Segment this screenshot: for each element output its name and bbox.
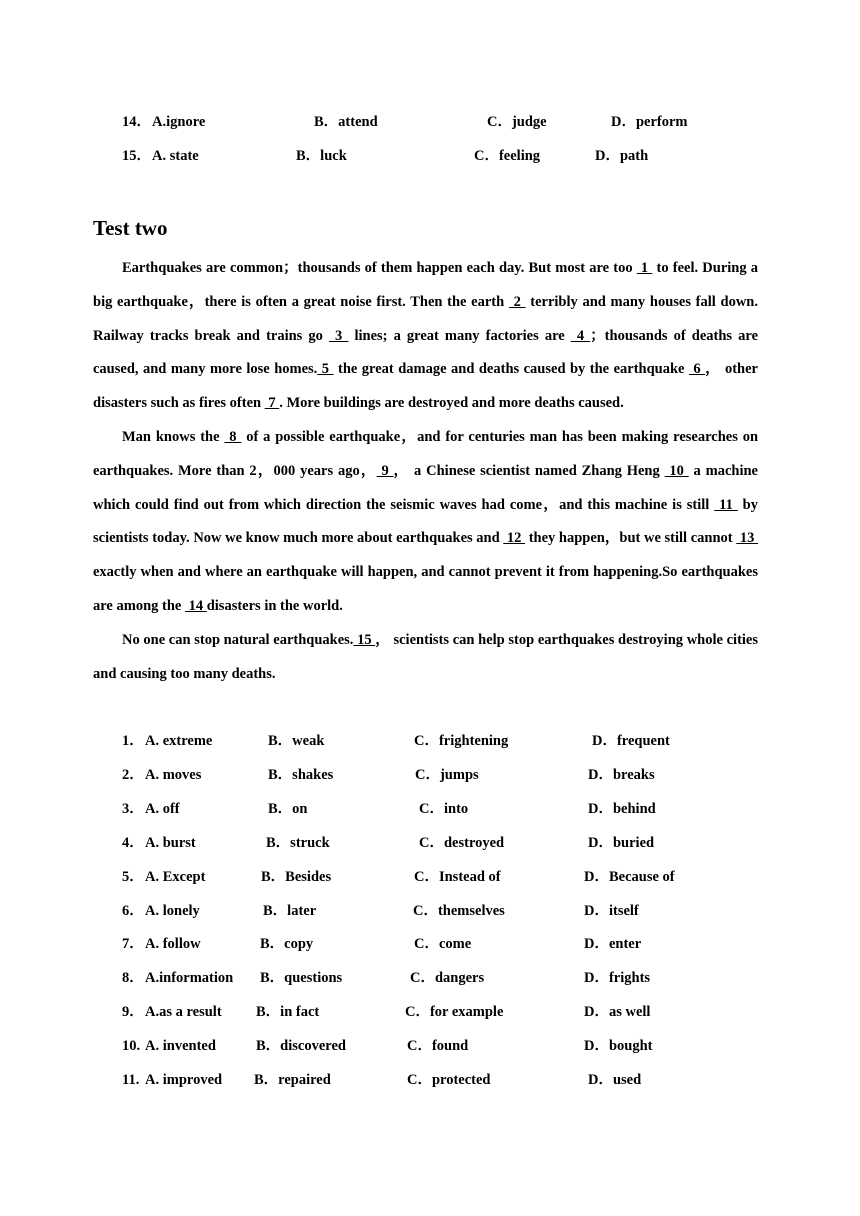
option-b: B．struck: [266, 835, 330, 851]
option-c: C．Instead of: [414, 869, 501, 885]
option-number: 8．: [122, 970, 144, 986]
option-number: 6．: [122, 903, 144, 919]
option-c: C．found: [407, 1038, 469, 1054]
passage-text: ， a Chinese scientist named Zhang Heng: [393, 462, 665, 479]
option-b: B．luck: [296, 148, 347, 164]
option-row-10: [0, 1034, 860, 1058]
passage-text: ；thousands of deaths are caused, and many more lose homes.: [93, 327, 759, 378]
option-b: B．in fact: [256, 1004, 320, 1020]
passage-text: a machine which could find out from which direction the seismic waves had come，and this machine is still: [93, 462, 758, 513]
passage-text: the great damage and deaths caused by the earthquake: [333, 361, 689, 378]
option-d: D．frights: [584, 970, 651, 986]
option-number: 14．: [122, 114, 151, 130]
option-a: A. invented: [145, 1038, 216, 1054]
passage-text: exactly when and where an earthquake will happen, and cannot prevent it from happening.So earthquakes are among the: [93, 564, 758, 614]
passage-text: disasters in the world.: [206, 597, 343, 614]
option-c: C．come: [414, 936, 472, 952]
option-row-7: [0, 932, 860, 956]
option-number: 4．: [122, 835, 144, 851]
option-a: A.information: [145, 970, 234, 986]
option-a: A. Except: [145, 869, 206, 885]
option-a: A. improved: [145, 1072, 223, 1088]
option-d: D．as well: [584, 1004, 651, 1020]
option-b: B．weak: [268, 733, 325, 749]
option-c: C．into: [419, 801, 469, 817]
option-number: 1．: [122, 733, 144, 749]
paragraph-3: [93, 624, 758, 692]
section-heading: Test two: [93, 216, 168, 240]
option-b: B．discovered: [256, 1038, 346, 1054]
option-c: C．dangers: [410, 970, 485, 986]
passage-text: No one can stop natural earthquakes.: [122, 631, 354, 648]
option-b: B．on: [268, 801, 308, 817]
option-number: 3．: [122, 801, 144, 817]
option-row-15: [0, 144, 860, 168]
option-d: D．path: [595, 148, 649, 164]
passage-text: . More buildings are destroyed and more deaths caused.: [279, 395, 624, 412]
blank-4: 4: [570, 327, 591, 344]
option-b: B．questions: [260, 970, 343, 986]
option-a: A.as a result: [145, 1004, 222, 1020]
option-d: D．bought: [584, 1038, 653, 1054]
option-row-8: [0, 966, 860, 990]
option-number: 15．: [122, 148, 151, 164]
passage-text: by scientists today. Now we know much more about earthquakes and: [93, 496, 758, 547]
passage-text: ， other disasters such as fires often: [93, 361, 758, 412]
option-a: A. follow: [145, 936, 201, 952]
option-c: C．judge: [487, 114, 547, 130]
blank-7: 7: [264, 395, 280, 412]
option-c: C．for example: [405, 1004, 504, 1020]
option-number: 2．: [122, 767, 144, 783]
option-d: D．Because of: [584, 869, 675, 885]
option-row-3: [0, 797, 860, 821]
option-b: B．repaired: [254, 1072, 331, 1088]
blank-5: 5: [317, 361, 334, 378]
passage-text: to feel. During a big earthquake，there is often a great noise first. Then the earth: [93, 260, 759, 310]
blank-14: 14: [184, 597, 207, 614]
option-number: 5．: [122, 869, 144, 885]
option-number: 7．: [122, 936, 144, 952]
option-row-9: [0, 1000, 860, 1024]
option-d: D．itself: [584, 903, 639, 919]
option-number: 9．: [122, 1004, 144, 1020]
blank-9: 9: [376, 462, 394, 479]
option-row-2: [0, 763, 860, 787]
blank-13: 13: [736, 530, 759, 547]
option-d: D．behind: [588, 801, 656, 817]
option-number: 10.: [122, 1038, 141, 1054]
option-a: A. extreme: [145, 733, 213, 749]
blank-10: 10: [664, 462, 689, 479]
option-number: 11.: [122, 1072, 140, 1088]
option-a: A. lonely: [145, 903, 200, 919]
option-d: D．perform: [611, 114, 688, 130]
paragraph-1: [93, 252, 758, 421]
blank-1: 1: [636, 260, 653, 276]
passage-text: Man knows the: [122, 428, 225, 445]
option-d: D．frequent: [592, 733, 670, 749]
option-d: D．used: [588, 1072, 642, 1088]
blank-11: 11: [714, 496, 738, 513]
option-b: B．Besides: [261, 869, 332, 885]
paragraph-2: [93, 421, 758, 624]
option-c: C．feeling: [474, 148, 541, 164]
option-b: B．attend: [314, 114, 378, 130]
blank-12: 12: [503, 530, 526, 547]
passage-text: Earthquakes are common；thousands of them happen each day. But most are too: [122, 260, 637, 276]
option-c: C．destroyed: [419, 835, 505, 851]
option-a: A. burst: [145, 835, 196, 851]
option-row-6: [0, 899, 860, 923]
option-a: A. moves: [145, 767, 202, 783]
passage-text: they happen，but we still cannot: [525, 530, 737, 547]
blank-15: 15: [353, 631, 376, 648]
option-row-1: [0, 729, 860, 753]
passage-text: ， scientists can help stop earthquakes destroying whole cities and causing too many deaths.: [93, 631, 759, 682]
option-a: A.ignore: [152, 114, 206, 130]
passage-text: lines; a great many factories are: [348, 327, 571, 344]
option-c: C．themselves: [413, 903, 505, 919]
option-b: B．copy: [260, 936, 314, 952]
passage-text: of a possible earthquake，and for centuries man has been making researches on earthquakes. More than 2，000 years ago，: [93, 428, 759, 479]
passage-text: terribly and many houses fall down. Railway tracks break and trains go: [93, 293, 758, 344]
option-b: B．shakes: [268, 767, 334, 783]
blank-8: 8: [224, 428, 242, 445]
option-row-14: [0, 110, 860, 134]
blank-6: 6: [688, 361, 706, 378]
option-c: C．protected: [407, 1072, 491, 1088]
option-c: C．jumps: [415, 767, 479, 783]
blank-2: 2: [508, 293, 526, 310]
cloze-passage: [93, 252, 758, 691]
blank-3: 3: [328, 327, 349, 344]
option-row-4: [0, 831, 860, 855]
option-d: D．enter: [584, 936, 642, 952]
option-row-11: [0, 1068, 860, 1092]
option-c: C．frightening: [414, 733, 509, 749]
option-d: D．buried: [588, 835, 655, 851]
option-a: A. state: [152, 148, 199, 164]
option-d: D．breaks: [588, 767, 655, 783]
option-row-5: [0, 865, 860, 889]
option-b: B．later: [263, 903, 317, 919]
option-a: A. off: [145, 801, 180, 817]
